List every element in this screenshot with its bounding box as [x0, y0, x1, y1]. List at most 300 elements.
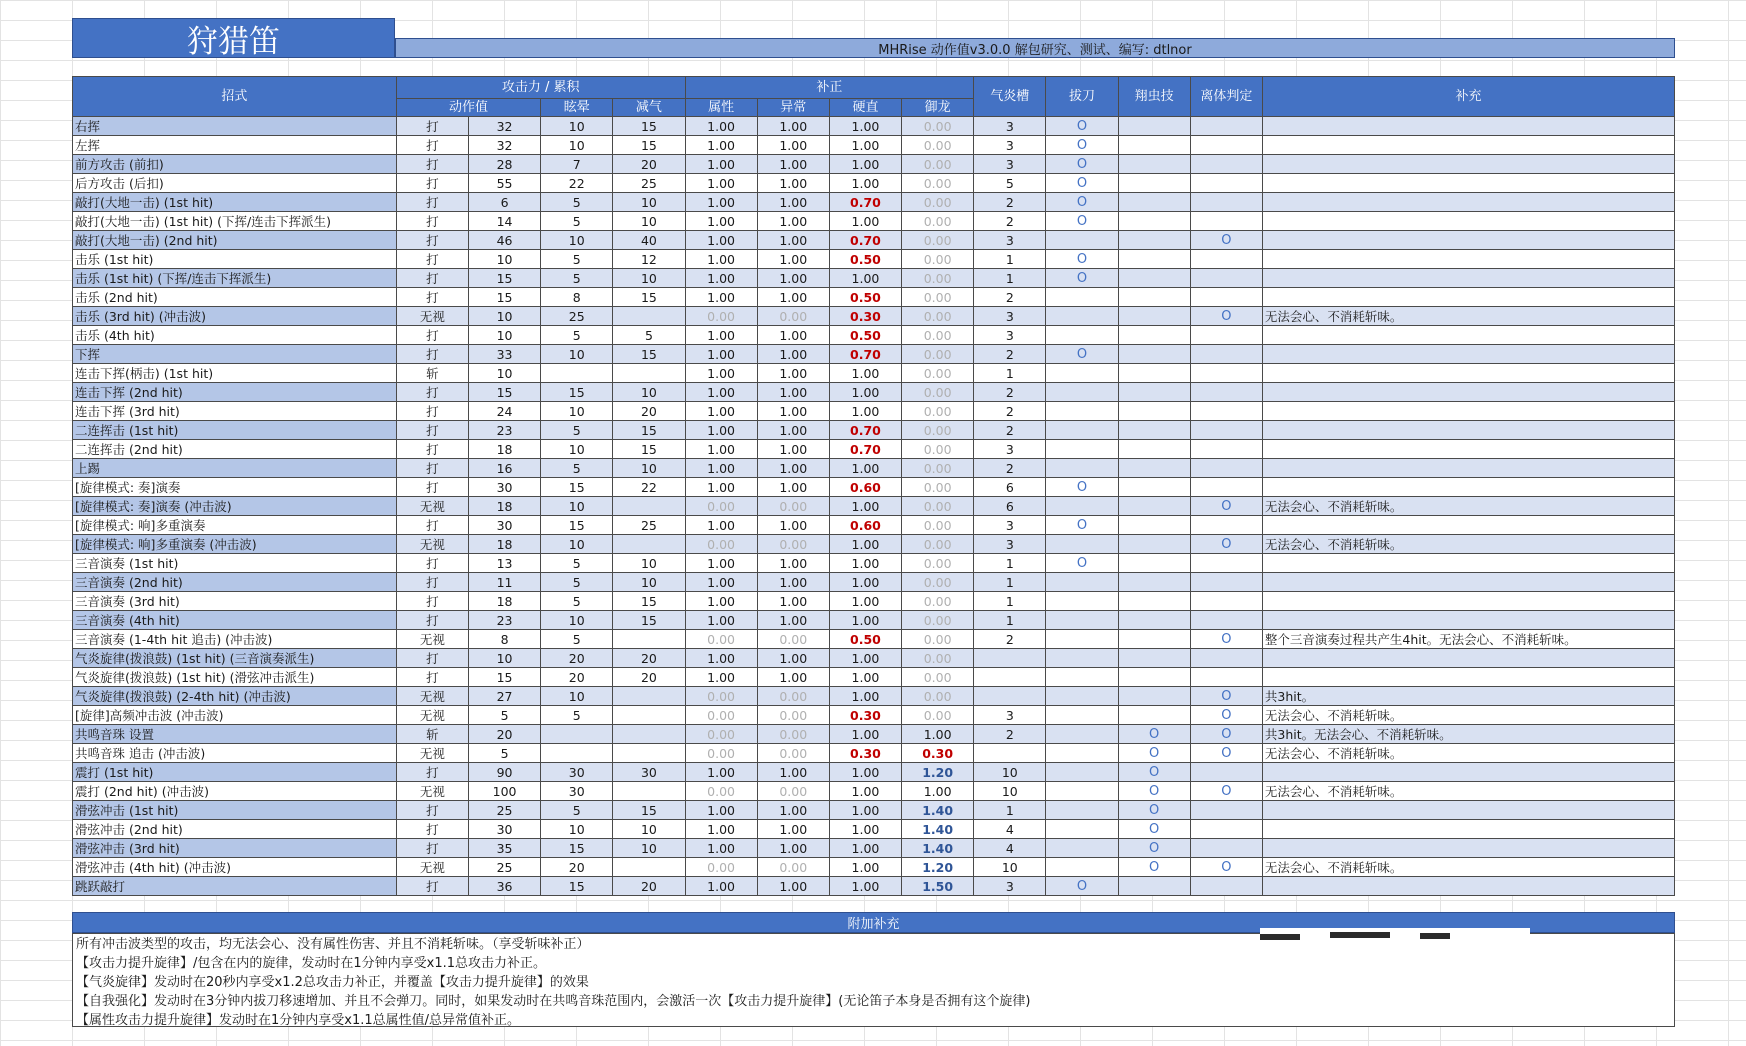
cell-wirebug [1118, 288, 1190, 307]
cell-stun: 5 [541, 801, 613, 820]
cell-exhaust: 15 [613, 440, 685, 459]
cell-stun: 10 [541, 687, 613, 706]
table-row [73, 630, 1675, 649]
cell-wirebug [1118, 231, 1190, 250]
cell-type: 打 [396, 402, 468, 421]
cell-remarks [1262, 383, 1674, 402]
cell-exhaust: 12 [613, 250, 685, 269]
cell-dragon: 0.00 [902, 668, 974, 687]
cell-flinch: 0.70 [829, 231, 901, 250]
cell-remarks [1262, 345, 1674, 364]
header-attack-group: 攻击力 / 累积 [396, 77, 685, 99]
cell-move: 滑弦冲击 (3rd hit) [73, 839, 397, 858]
cell-element: 1.00 [685, 326, 757, 345]
cell-stun: 30 [541, 782, 613, 801]
cell-remarks: 无法会心、不消耗斩味。 [1262, 744, 1674, 763]
cell-dragon: 0.00 [902, 706, 974, 725]
cell-move: 气炎旋律(拨浪鼓) (2-4th hit) (冲击波) [73, 687, 397, 706]
table-row [73, 136, 1675, 155]
cell-move: 滑弦冲击 (2nd hit) [73, 820, 397, 839]
cell-flinch: 1.00 [829, 782, 901, 801]
cell-wirebug [1118, 250, 1190, 269]
sheet-title: 狩猎笛 [72, 18, 395, 58]
cell-wirebug [1118, 345, 1190, 364]
cell-status: 1.00 [757, 231, 829, 250]
table-row [73, 250, 1675, 269]
cell-dragon: 0.00 [902, 459, 974, 478]
cell-type: 打 [396, 193, 468, 212]
table-row [73, 649, 1675, 668]
cell-gauge: 3 [974, 136, 1046, 155]
cell-type: 打 [396, 345, 468, 364]
cell-draw: O [1046, 516, 1118, 535]
cell-element: 1.00 [685, 839, 757, 858]
cell-draw [1046, 383, 1118, 402]
cell-exhaust: 20 [613, 402, 685, 421]
cell-dragon: 0.00 [902, 649, 974, 668]
cell-stun: 10 [541, 136, 613, 155]
cell-stun: 5 [541, 573, 613, 592]
cell-move: 共鸣音珠 设置 [73, 725, 397, 744]
table-row [73, 364, 1675, 383]
cell-type: 打 [396, 801, 468, 820]
cell-element: 1.00 [685, 820, 757, 839]
cell-element: 1.00 [685, 459, 757, 478]
cell-gauge: 2 [974, 383, 1046, 402]
table-row [73, 687, 1675, 706]
table-row [73, 516, 1675, 535]
cell-detached [1190, 592, 1262, 611]
cell-remarks: 无法会心、不消耗斩味。 [1262, 307, 1674, 326]
cell-flinch: 0.60 [829, 478, 901, 497]
cell-wirebug [1118, 326, 1190, 345]
cell-dragon: 1.50 [902, 877, 974, 896]
cell-status: 0.00 [757, 535, 829, 554]
cell-element: 1.00 [685, 877, 757, 896]
cell-move: 前方攻击 (前扣) [73, 155, 397, 174]
cell-draw [1046, 421, 1118, 440]
cell-detached [1190, 611, 1262, 630]
cell-gauge: 3 [974, 231, 1046, 250]
cell-type: 斩 [396, 725, 468, 744]
cell-gauge: 6 [974, 497, 1046, 516]
cell-detached [1190, 820, 1262, 839]
cell-gauge: 3 [974, 155, 1046, 174]
cell-flinch: 1.00 [829, 459, 901, 478]
cell-move: 敲打(大地一击) (1st hit) (下挥/连击下挥派生) [73, 212, 397, 231]
cell-motion-value: 15 [468, 288, 540, 307]
table-row [73, 117, 1675, 136]
cell-element: 1.00 [685, 668, 757, 687]
cell-type: 打 [396, 174, 468, 193]
cell-draw: O [1046, 478, 1118, 497]
cell-detached: O [1190, 725, 1262, 744]
table-row [73, 459, 1675, 478]
cell-gauge: 3 [974, 117, 1046, 136]
cell-remarks [1262, 478, 1674, 497]
cell-motion-value: 13 [468, 554, 540, 573]
cell-type: 打 [396, 155, 468, 174]
cell-motion-value: 30 [468, 820, 540, 839]
notes-title: 附加补充 [72, 912, 1675, 933]
cell-wirebug [1118, 573, 1190, 592]
cell-stun: 10 [541, 497, 613, 516]
cell-wirebug: O [1118, 820, 1190, 839]
table-row [73, 611, 1675, 630]
cell-type: 打 [396, 459, 468, 478]
cell-remarks [1262, 459, 1674, 478]
cell-gauge: 1 [974, 611, 1046, 630]
cell-flinch: 0.70 [829, 421, 901, 440]
cell-wirebug [1118, 440, 1190, 459]
cell-remarks [1262, 136, 1674, 155]
cell-gauge: 1 [974, 801, 1046, 820]
cell-element: 1.00 [685, 649, 757, 668]
cell-remarks: 无法会心、不消耗斩味。 [1262, 497, 1674, 516]
cell-status: 1.00 [757, 212, 829, 231]
cell-element: 0.00 [685, 725, 757, 744]
cell-stun: 10 [541, 231, 613, 250]
cell-detached [1190, 364, 1262, 383]
cell-gauge: 10 [974, 782, 1046, 801]
header-draw: 拔刀 [1046, 77, 1118, 117]
watermark-graphic [1260, 928, 1530, 944]
cell-wirebug [1118, 117, 1190, 136]
cell-element: 1.00 [685, 554, 757, 573]
cell-exhaust [613, 497, 685, 516]
cell-type: 无视 [396, 630, 468, 649]
cell-status: 0.00 [757, 687, 829, 706]
cell-move: 滑弦冲击 (1st hit) [73, 801, 397, 820]
cell-remarks [1262, 326, 1674, 345]
cell-type: 无视 [396, 858, 468, 877]
cell-remarks: 无法会心、不消耗斩味。 [1262, 706, 1674, 725]
cell-dragon: 0.00 [902, 402, 974, 421]
cell-stun: 22 [541, 174, 613, 193]
cell-gauge: 3 [974, 516, 1046, 535]
cell-wirebug [1118, 136, 1190, 155]
table-row [73, 573, 1675, 592]
cell-wirebug [1118, 554, 1190, 573]
cell-stun: 5 [541, 554, 613, 573]
cell-flinch: 1.00 [829, 212, 901, 231]
cell-dragon: 0.00 [902, 326, 974, 345]
cell-move: 连击下挥 (3rd hit) [73, 402, 397, 421]
cell-draw [1046, 782, 1118, 801]
cell-stun: 5 [541, 592, 613, 611]
cell-remarks [1262, 516, 1674, 535]
cell-exhaust: 20 [613, 649, 685, 668]
cell-gauge: 4 [974, 820, 1046, 839]
cell-wirebug [1118, 611, 1190, 630]
cell-gauge: 3 [974, 307, 1046, 326]
cell-flinch: 1.00 [829, 364, 901, 383]
cell-exhaust: 25 [613, 516, 685, 535]
cell-element: 1.00 [685, 516, 757, 535]
cell-gauge: 5 [974, 174, 1046, 193]
cell-move: 后方攻击 (后扣) [73, 174, 397, 193]
header-motion-value: 动作值 [396, 99, 540, 117]
cell-status: 1.00 [757, 649, 829, 668]
cell-flinch: 0.30 [829, 744, 901, 763]
cell-gauge [974, 649, 1046, 668]
cell-type: 打 [396, 820, 468, 839]
cell-type: 无视 [396, 535, 468, 554]
cell-flinch: 1.00 [829, 155, 901, 174]
cell-draw [1046, 497, 1118, 516]
cell-exhaust [613, 307, 685, 326]
cell-stun [541, 364, 613, 383]
cell-draw [1046, 801, 1118, 820]
cell-detached [1190, 668, 1262, 687]
cell-dragon: 1.40 [902, 839, 974, 858]
cell-wirebug [1118, 630, 1190, 649]
cell-gauge: 10 [974, 858, 1046, 877]
cell-element: 1.00 [685, 174, 757, 193]
header-detached: 离体判定 [1190, 77, 1262, 117]
cell-draw [1046, 364, 1118, 383]
cell-detached [1190, 421, 1262, 440]
cell-status: 1.00 [757, 193, 829, 212]
cell-status: 1.00 [757, 573, 829, 592]
cell-draw: O [1046, 174, 1118, 193]
table-row [73, 820, 1675, 839]
cell-draw [1046, 744, 1118, 763]
cell-status: 0.00 [757, 725, 829, 744]
cell-dragon: 0.00 [902, 630, 974, 649]
cell-draw [1046, 839, 1118, 858]
cell-element: 0.00 [685, 858, 757, 877]
cell-motion-value: 24 [468, 402, 540, 421]
cell-remarks [1262, 839, 1674, 858]
cell-draw: O [1046, 250, 1118, 269]
cell-gauge: 2 [974, 421, 1046, 440]
cell-element: 1.00 [685, 611, 757, 630]
header-remarks: 补充 [1262, 77, 1674, 117]
cell-remarks: 整个三音演奏过程共产生4hit。无法会心、不消耗斩味。 [1262, 630, 1674, 649]
cell-flinch: 0.60 [829, 516, 901, 535]
cell-dragon: 0.30 [902, 744, 974, 763]
cell-dragon: 0.00 [902, 269, 974, 288]
cell-type: 打 [396, 649, 468, 668]
cell-exhaust: 15 [613, 117, 685, 136]
cell-stun: 5 [541, 630, 613, 649]
cell-remarks [1262, 174, 1674, 193]
cell-flinch: 1.00 [829, 592, 901, 611]
cell-wirebug [1118, 174, 1190, 193]
cell-detached: O [1190, 858, 1262, 877]
header-stun: 眩晕 [541, 99, 613, 117]
cell-flinch: 0.30 [829, 706, 901, 725]
cell-motion-value: 18 [468, 497, 540, 516]
cell-type: 打 [396, 573, 468, 592]
cell-flinch: 1.00 [829, 174, 901, 193]
cell-flinch: 1.00 [829, 687, 901, 706]
cell-motion-value: 36 [468, 877, 540, 896]
table-row [73, 744, 1675, 763]
cell-flinch: 0.50 [829, 326, 901, 345]
cell-flinch: 1.00 [829, 136, 901, 155]
cell-remarks [1262, 117, 1674, 136]
cell-detached: O [1190, 630, 1262, 649]
cell-wirebug: O [1118, 744, 1190, 763]
cell-flinch: 1.00 [829, 554, 901, 573]
cell-wirebug [1118, 364, 1190, 383]
cell-motion-value: 10 [468, 649, 540, 668]
cell-draw [1046, 611, 1118, 630]
cell-element: 0.00 [685, 630, 757, 649]
cell-motion-value: 8 [468, 630, 540, 649]
cell-wirebug [1118, 535, 1190, 554]
cell-gauge: 10 [974, 763, 1046, 782]
cell-stun: 20 [541, 858, 613, 877]
cell-wirebug [1118, 421, 1190, 440]
cell-dragon: 0.00 [902, 535, 974, 554]
table-row [73, 402, 1675, 421]
cell-flinch: 1.00 [829, 383, 901, 402]
cell-gauge: 1 [974, 554, 1046, 573]
cell-dragon: 0.00 [902, 231, 974, 250]
cell-gauge: 2 [974, 402, 1046, 421]
cell-detached [1190, 801, 1262, 820]
cell-motion-value: 18 [468, 592, 540, 611]
cell-draw [1046, 649, 1118, 668]
cell-gauge: 2 [974, 193, 1046, 212]
cell-stun [541, 744, 613, 763]
cell-draw: O [1046, 212, 1118, 231]
cell-status: 0.00 [757, 497, 829, 516]
cell-wirebug [1118, 269, 1190, 288]
cell-status: 1.00 [757, 136, 829, 155]
cell-motion-value: 46 [468, 231, 540, 250]
table-row [73, 345, 1675, 364]
cell-draw [1046, 231, 1118, 250]
cell-stun [541, 725, 613, 744]
cell-stun: 5 [541, 326, 613, 345]
cell-element: 1.00 [685, 117, 757, 136]
cell-element: 0.00 [685, 535, 757, 554]
cell-detached [1190, 763, 1262, 782]
cell-flinch: 1.00 [829, 801, 901, 820]
cell-stun: 8 [541, 288, 613, 307]
cell-stun: 10 [541, 402, 613, 421]
table-row [73, 231, 1675, 250]
cell-move: 震打 (2nd hit) (冲击波) [73, 782, 397, 801]
cell-remarks [1262, 649, 1674, 668]
cell-exhaust: 25 [613, 174, 685, 193]
cell-element: 1.00 [685, 269, 757, 288]
cell-exhaust [613, 630, 685, 649]
cell-draw [1046, 763, 1118, 782]
cell-detached [1190, 326, 1262, 345]
cell-status: 1.00 [757, 326, 829, 345]
cell-move: 震打 (1st hit) [73, 763, 397, 782]
cell-gauge: 1 [974, 592, 1046, 611]
cell-move: 左挥 [73, 136, 397, 155]
cell-draw [1046, 725, 1118, 744]
cell-draw: O [1046, 345, 1118, 364]
cell-wirebug [1118, 516, 1190, 535]
cell-move: 滑弦冲击 (4th hit) (冲击波) [73, 858, 397, 877]
note-line: 【气炎旋律】发动时在20秒内享受x1.2总攻击力补正，并覆盖【攻击力提升旋律】的效果 [76, 975, 589, 990]
cell-status: 1.00 [757, 402, 829, 421]
cell-element: 0.00 [685, 706, 757, 725]
cell-detached: O [1190, 744, 1262, 763]
cell-move: 连击下挥(柄击) (1st hit) [73, 364, 397, 383]
cell-stun: 10 [541, 611, 613, 630]
cell-remarks: 共3hit。无法会心、不消耗斩味。 [1262, 725, 1674, 744]
cell-dragon: 0.00 [902, 516, 974, 535]
cell-motion-value: 28 [468, 155, 540, 174]
cell-element: 1.00 [685, 478, 757, 497]
cell-type: 打 [396, 668, 468, 687]
cell-draw [1046, 402, 1118, 421]
cell-stun: 10 [541, 535, 613, 554]
cell-detached [1190, 250, 1262, 269]
cell-element: 1.00 [685, 421, 757, 440]
cell-wirebug [1118, 668, 1190, 687]
cell-remarks: 无法会心、不消耗斩味。 [1262, 782, 1674, 801]
cell-motion-value: 100 [468, 782, 540, 801]
cell-element: 1.00 [685, 440, 757, 459]
cell-remarks [1262, 155, 1674, 174]
cell-status: 1.00 [757, 288, 829, 307]
cell-remarks [1262, 611, 1674, 630]
cell-gauge: 4 [974, 839, 1046, 858]
cell-element: 1.00 [685, 801, 757, 820]
cell-motion-value: 90 [468, 763, 540, 782]
cell-status: 0.00 [757, 307, 829, 326]
table-row [73, 763, 1675, 782]
cell-exhaust [613, 364, 685, 383]
cell-motion-value: 5 [468, 706, 540, 725]
cell-element: 1.00 [685, 383, 757, 402]
cell-motion-value: 18 [468, 440, 540, 459]
cell-element: 1.00 [685, 763, 757, 782]
cell-type: 无视 [396, 307, 468, 326]
cell-exhaust: 15 [613, 592, 685, 611]
cell-exhaust: 5 [613, 326, 685, 345]
cell-status: 1.00 [757, 478, 829, 497]
cell-exhaust: 15 [613, 345, 685, 364]
note-line: 【攻击力提升旋律】/包含在内的旋律，发动时在1分钟内享受x1.1总攻击力补正。 [76, 956, 547, 971]
cell-remarks [1262, 763, 1674, 782]
table-row [73, 383, 1675, 402]
table-row [73, 706, 1675, 725]
cell-status: 1.00 [757, 877, 829, 896]
cell-draw [1046, 326, 1118, 345]
cell-element: 1.00 [685, 136, 757, 155]
cell-detached: O [1190, 497, 1262, 516]
cell-dragon: 0.00 [902, 250, 974, 269]
cell-dragon: 0.00 [902, 193, 974, 212]
cell-gauge [974, 687, 1046, 706]
cell-type: 无视 [396, 706, 468, 725]
cell-status: 1.00 [757, 763, 829, 782]
cell-motion-value: 10 [468, 307, 540, 326]
cell-detached: O [1190, 782, 1262, 801]
cell-flinch: 1.00 [829, 668, 901, 687]
cell-dragon: 1.20 [902, 763, 974, 782]
cell-dragon: 0.00 [902, 136, 974, 155]
cell-remarks [1262, 554, 1674, 573]
cell-move: [旋律模式: 响]多重演奏 [73, 516, 397, 535]
cell-detached [1190, 839, 1262, 858]
cell-dragon: 0.00 [902, 421, 974, 440]
cell-exhaust: 22 [613, 478, 685, 497]
table-row [73, 877, 1675, 896]
cell-flinch: 1.00 [829, 117, 901, 136]
